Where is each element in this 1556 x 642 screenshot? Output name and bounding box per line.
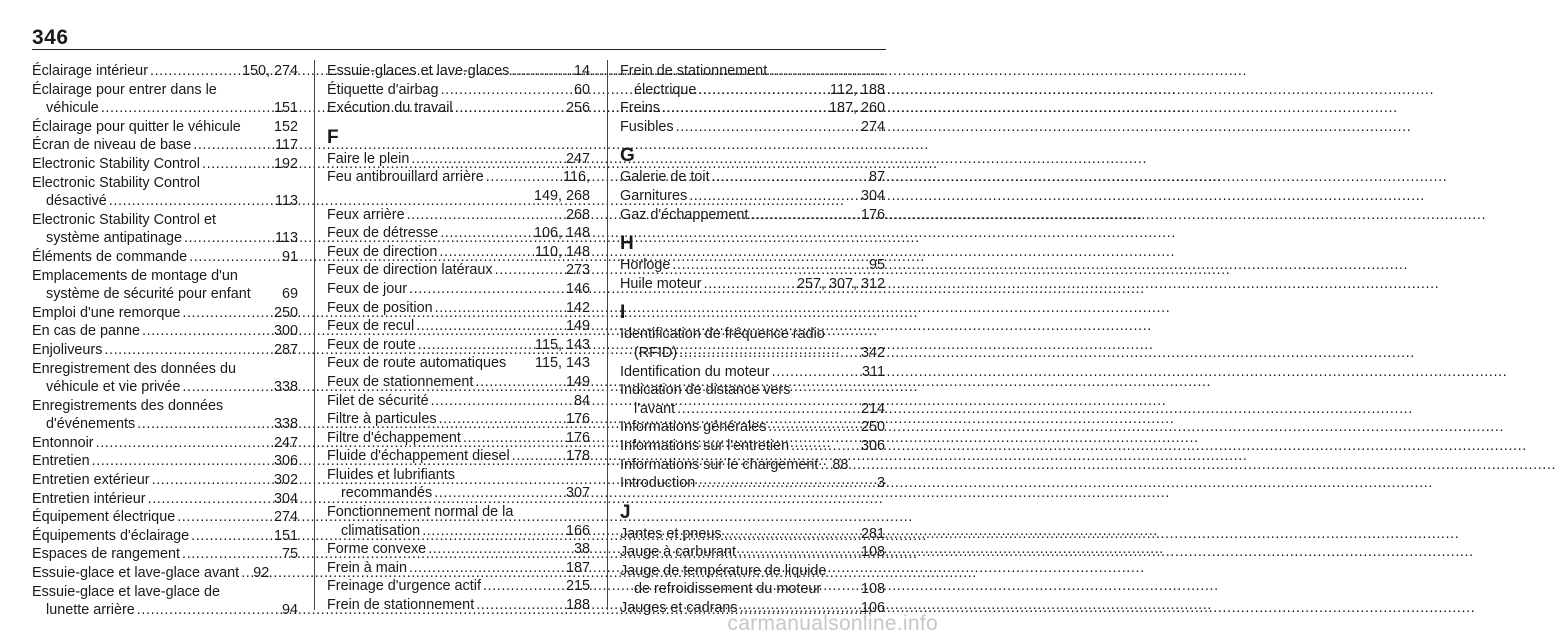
entry-term: Enjoliveurs [32,341,103,358]
entry-pages: 110, 148 [535,243,590,260]
index-entry [327,206,590,225]
dot-leader [152,471,272,490]
entry-pages: 117 [275,137,298,154]
entry-pages: 84 [573,392,590,409]
index-entry [620,206,885,225]
index-entry [327,410,590,429]
index-entry [32,341,298,360]
entry-term: (RFID) [634,344,678,361]
index-entry [32,360,298,397]
index-entry [327,299,590,318]
dot-leader [463,429,564,448]
dot-leader [418,336,533,355]
index-entry [620,187,885,206]
index-entry [327,466,590,503]
entry-term: climatisation [341,522,421,539]
dot-leader [241,564,251,583]
entry-pages: 257, 307, 312 [796,275,885,292]
dot-leader [677,400,859,419]
entry-pages: 256 [565,100,590,117]
entry-term: Feux de direction latéraux [327,262,493,279]
entry-term: Frein à main [327,559,407,576]
entry-term: Feux de route automatiques [327,355,507,372]
dot-leader [672,256,867,275]
index-entry [327,336,590,355]
index-entry [32,136,298,155]
entry-term: Freins [620,100,660,117]
entry-pages: 300 [273,323,298,340]
section-letter: I [620,302,626,324]
entry-term: Feux de détresse [327,225,439,242]
dot-leader [411,150,564,169]
entry-term: Fusibles [620,118,674,135]
entry-term: Équipements d'éclairage [32,527,190,544]
dot-leader [92,452,272,471]
entry-term: Informations sur l'entretien [620,437,790,454]
index-entry [327,447,590,466]
entry-term: Indication de distance vers [620,382,791,399]
entry-term: Introduction [620,475,696,492]
index-entry [327,596,590,615]
entry-pages: 304 [860,187,885,204]
entry-term: d'événements [46,416,136,433]
entry-term: Essuie-glace et lave-glace avant [32,565,240,582]
entry-term: Emplacements de montage d'un [32,267,238,284]
entry-term: Electronic Stability Control [32,155,200,172]
entry-term: Écran de niveau de base [32,137,192,154]
entry-pages: 38 [573,541,590,558]
dot-leader [495,261,564,280]
dot-leader [148,490,272,509]
dot-leader [512,447,564,466]
index-entry [620,325,885,362]
index-entry [620,275,885,294]
entry-pages: 149 [565,373,590,390]
index-entry [327,392,590,411]
index-entry [327,577,590,596]
entry-term: Entretien intérieur [32,490,146,507]
dot-leader [428,540,572,559]
entry-pages: 302 [273,472,298,489]
index-entry [620,525,885,544]
entry-term: Frein de stationnement [327,597,475,614]
entry-term: Electronic Stability Control et [32,211,216,228]
entry-pages: 214 [860,400,885,417]
dot-leader [439,243,533,262]
entry-term: Informations générales [620,419,767,436]
dot-leader [455,99,564,118]
index-entry [620,256,885,275]
index-column-1 [32,62,298,620]
entry-pages: 88 [832,456,849,473]
entry-pages: 115, 143 [535,355,590,372]
index-entry [32,211,298,248]
index-entry [620,381,885,418]
index-entry [620,118,885,137]
entry-term: Exécution du travail [327,100,453,117]
entry-pages: 95 [868,257,885,274]
entry-pages: 142 [565,299,590,316]
index-entry [620,543,885,562]
index-entry [32,527,298,546]
dot-leader [475,373,564,392]
entry-pages: 3 [876,475,885,492]
dot-leader [182,304,272,323]
dot-leader [511,62,572,81]
entry-term: Filet de sécurité [327,392,429,409]
entry-pages: 166 [565,522,590,539]
dot-leader [441,81,572,100]
entry-pages: 75 [281,546,298,563]
index-column-2 [327,62,590,615]
entry-pages: 113 [275,230,298,247]
entry-term: Gaz d'échappement [620,206,749,223]
index-entry [620,474,885,493]
dot-leader [662,99,827,118]
dot-leader [182,378,272,397]
index-entry [32,490,298,509]
entry-pages: 281 [860,525,885,542]
dot-leader [704,275,795,294]
entry-pages: 338 [273,416,298,433]
dot-leader [724,525,859,544]
dot-leader [679,344,859,363]
dot-leader [193,136,273,155]
dot-leader [697,474,875,493]
index-entry [327,317,590,336]
dot-leader [689,187,859,206]
entry-pages: 108 [860,544,885,561]
dot-leader [750,206,859,225]
entry-term: Feu antibrouillard arrière [327,169,484,186]
index-entry [32,304,298,323]
entry-term: Enregistrements des données [32,397,224,414]
dot-leader [768,418,859,437]
index-entry [620,456,885,475]
entry-pages: 176 [860,206,885,223]
entry-term: l'avant [634,400,676,417]
entry-term: Fluide d'échappement diesel [327,448,510,465]
index-entry [32,508,298,527]
entry-pages: 307 [565,485,590,502]
entry-term: Feux de direction [327,243,438,260]
index-entry [620,99,885,118]
entry-pages: 250 [273,304,298,321]
dot-leader [189,248,280,267]
entry-term: Essuie-glace et lave-glace de [32,583,220,600]
dot-leader [820,456,830,475]
index-entry [327,354,590,373]
dot-leader [150,62,240,81]
dot-leader [177,508,272,527]
entry-pages: 149 [565,318,590,335]
entry-term: Entretien [32,453,90,470]
entry-term: Filtre d'échappement [327,429,461,446]
index-entry [327,243,590,262]
dot-leader [435,299,564,318]
dot-leader [676,118,859,137]
page-number: 346 [32,26,69,49]
dot-leader [416,317,564,336]
entry-term: véhicule [46,100,99,117]
dot-leader [486,168,561,187]
entry-pages: 250 [860,419,885,436]
entry-pages: 92 [253,565,270,582]
index-entry [327,429,590,448]
entry-term: électrique [634,81,697,98]
entry-term: Équipement électrique [32,509,176,526]
entry-pages: 151 [273,527,298,544]
index-entry [620,363,885,382]
index-entry [327,540,590,559]
index-entry [32,81,298,118]
dot-leader [439,410,564,429]
entry-pages: 178 [565,448,590,465]
index-entry [620,418,885,437]
index-entry [32,248,298,267]
entry-pages: 116, [563,169,590,186]
dot-leader [698,81,828,100]
entry-pages: 188 [565,597,590,614]
entry-pages: 187, 260 [828,100,885,117]
dot-leader [791,437,859,456]
dot-leader [409,559,564,578]
index-entry [32,397,298,434]
entry-pages: 247 [273,434,298,451]
entry-term: de refroidissement du moteur [634,581,822,598]
entry-term: Entretien extérieur [32,472,150,489]
entry-term: Garnitures [620,187,688,204]
entry-term: Emploi d'une remorque [32,304,181,321]
section-letter: G [620,145,635,167]
entry-term: système antipatinage [46,230,182,247]
dot-leader [434,484,564,503]
index-entry [620,437,885,456]
index-entry [327,559,590,578]
dot-leader [440,224,532,243]
entry-term: Jantes et pneus [620,525,722,542]
index-entry [620,562,885,599]
entry-term: lunette arrière [46,602,135,619]
dot-leader [409,280,564,299]
entry-term: Faire le plein [327,150,410,167]
entry-pages: 176 [565,429,590,446]
entry-pages: 247 [565,150,590,167]
entry-term: Identification du moteur [620,363,770,380]
entry-pages: 187 [565,559,590,576]
entry-pages: 274 [273,509,298,526]
dot-leader [104,341,272,360]
entry-term: Entonnoir [32,434,94,451]
entry-pages: 108 [860,581,885,598]
index-entry [620,62,885,99]
dot-leader [407,206,564,225]
entry-term: Éclairage pour quitter le véhicule [32,118,241,135]
entry-pages: 106, 148 [533,225,590,242]
entry-pages: 151 [273,100,298,117]
entry-pages: 152 [273,118,298,135]
index-entry [327,280,590,299]
entry-term: Enregistrement des données du [32,360,236,377]
dot-leader [142,322,272,341]
entry-term: Feux de route [327,336,416,353]
index-entry [327,503,590,540]
column-separator [607,60,608,610]
entry-term: Horloge [620,257,671,274]
dot-leader [182,545,280,564]
dot-leader [738,543,859,562]
index-entry [32,267,298,304]
entry-pages: 112, 188 [830,81,885,98]
entry-term: véhicule et vie privée [46,379,181,396]
entry-pages: 69 [281,286,298,303]
entry-pages: 146 [565,280,590,297]
entry-pages: 192 [273,155,298,172]
index-entry [32,564,298,583]
entry-term: En cas de panne [32,323,141,340]
entry-term: Étiquette d'airbag [327,81,439,98]
dot-leader [422,522,564,541]
entry-term: Feux de stationnement [327,373,474,390]
dot-leader [772,363,860,382]
dot-leader [109,192,273,211]
index-column-3 [620,62,885,618]
entry-term: Éclairage intérieur [32,63,148,79]
entry-term: Huile moteur [620,275,702,292]
index-entry [32,434,298,453]
entry-pages: 268 [565,206,590,223]
entry-pages: 60 [573,81,590,98]
index-entry [327,224,590,243]
index-entry [32,322,298,341]
entry-term: système de sécurité pour enfant [46,286,251,303]
index-entry [327,373,590,392]
index-entry [32,471,298,490]
index-entry [327,168,590,205]
entry-term: Jauges et cadrans [620,600,738,617]
index-entry [32,452,298,471]
entry-pages: 14 [573,63,590,79]
entry-term: Feux de position [327,299,433,316]
entry-pages: 94 [281,602,298,619]
entry-term: Electronic Stability Control [32,174,200,191]
entry-pages: 176 [565,411,590,428]
entry-pages: 106 [860,600,885,617]
index-entry [327,261,590,280]
entry-pages: 113 [275,193,298,210]
dot-leader [137,415,272,434]
index-entry [327,62,590,81]
entry-pages: 91 [281,248,298,265]
entry-pages: 215 [565,578,590,595]
entry-pages: 306 [860,437,885,454]
index-entry [327,81,590,100]
dot-leader [96,434,272,453]
entry-term: Fonctionnement normal de la [327,504,514,521]
entry-pages: 274 [860,118,885,135]
entry-term: Éclairage pour entrer dans le [32,81,217,98]
entry-term: désactivé [46,193,107,210]
entry-term: Éléments de commande [32,248,188,265]
dot-leader [184,229,273,248]
index-entry [620,168,885,187]
entry-pages: 304 [273,490,298,507]
entry-term: Identification de fréquence radio [620,326,825,343]
dot-leader [202,155,272,174]
dot-leader [712,168,867,187]
entry-term: Feux de recul [327,318,415,335]
index-entry [32,118,298,137]
column-separator [314,60,315,610]
entry-term: Feux de jour [327,280,407,297]
index-entry [327,99,590,118]
index-entry [32,62,298,81]
entry-pages: 338 [273,379,298,396]
entry-term: Informations sur le chargement [620,456,819,473]
dot-leader [483,577,564,596]
section-letter: J [620,501,631,523]
watermark: carmanualsonline.info [727,612,938,635]
header-rule [32,49,886,50]
entry-term: Frein de stationnement [620,63,768,79]
entry-term: Filtre à particules [327,411,437,428]
section-letter: H [620,233,634,255]
dot-leader [476,596,564,615]
index-entry [32,583,298,620]
index-entry [32,155,298,174]
entry-term: Freinage d'urgence actif [327,578,481,595]
entry-term: Feux arrière [327,206,405,223]
entry-term: Forme convexe [327,541,427,558]
dot-leader [101,99,272,118]
entry-term: Fluides et lubrifiants [327,466,455,483]
entry-pages: 306 [273,453,298,470]
dot-leader [431,392,572,411]
entry-pages: 287 [273,341,298,358]
entry-term: Galerie de toit [620,169,710,186]
entry-pages: 150, 274 [241,63,298,79]
entry-pages: 311 [862,363,885,380]
entry-pages: 342 [860,344,885,361]
entry-term: Espaces de rangement [32,546,180,563]
entry-pages: 115, 143 [535,336,590,353]
entry-term: recommandés [341,485,433,502]
dot-leader [191,527,272,546]
entry-pages: 149, 268 [533,187,590,204]
index-entry [32,174,298,211]
entry-term: Essuie-glaces et lave-glaces [327,63,510,79]
index-entry [32,545,298,564]
entry-pages: 273 [565,262,590,279]
entry-term: Jauge de température de liquide [620,562,827,579]
dot-leader [137,601,280,620]
section-letter: F [327,126,339,148]
entry-pages: 87 [868,169,885,186]
entry-term: Jauge à carburant [620,544,737,561]
index-entry [327,150,590,169]
